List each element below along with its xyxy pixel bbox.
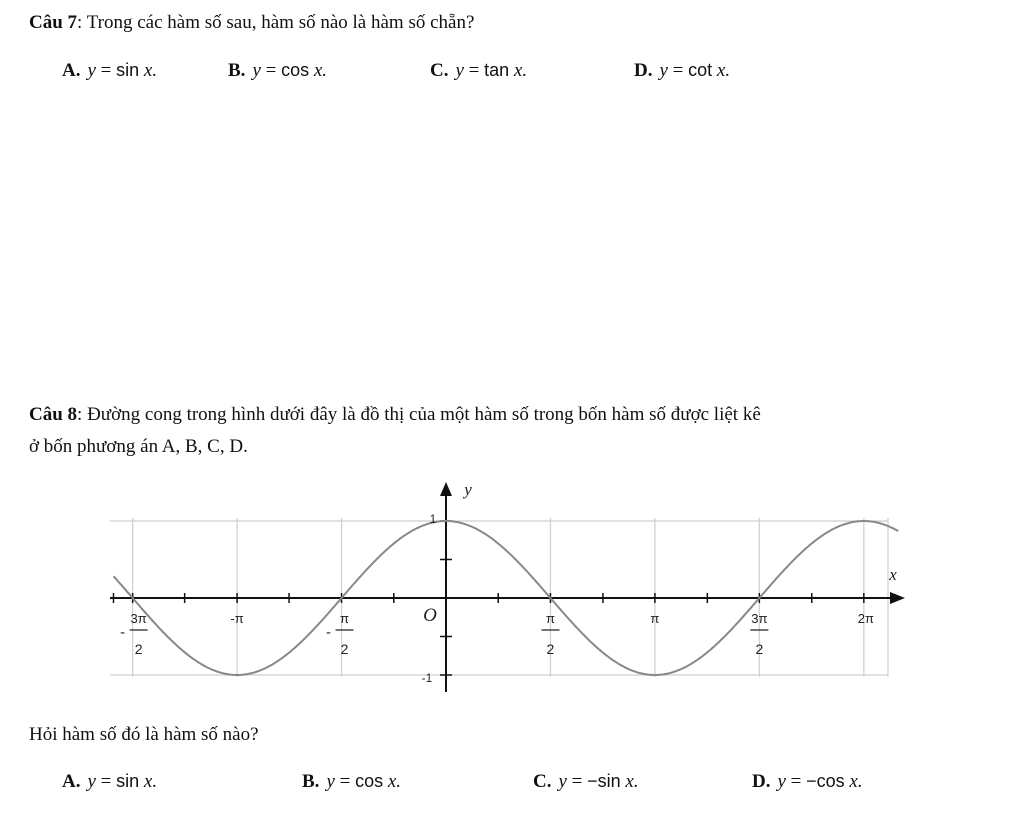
tick-pi: π [650, 611, 660, 626]
question-7-label: Câu 7 [29, 12, 78, 33]
q8-option-c-letter: C. [533, 771, 552, 792]
question-8-ask: Hỏi hàm số đó là hàm số nào? [29, 724, 259, 745]
q8-option-b-letter: B. [302, 771, 320, 792]
tick-neg-3pi-2-num: 3π [130, 611, 147, 626]
tick-neg-pi-2-sign: - [326, 624, 332, 641]
label-y-min: -1 [421, 671, 433, 685]
q8-option-d[interactable]: D. y = −cos x. [752, 771, 863, 792]
q7-option-d-fn: cot [688, 60, 713, 80]
q8-option-a-var: x. [143, 771, 158, 792]
q7-option-c-var: x. [513, 60, 528, 81]
tick-pi-2-den: 2 [546, 641, 555, 657]
question-7-text: : Trong các hàm số sau, hàm số nào là hàm số chẵn? [77, 12, 475, 33]
label-origin: O [423, 605, 437, 626]
tick-3pi-2-den: 2 [755, 641, 764, 657]
q7-option-c-letter: C. [430, 60, 449, 81]
q7-option-c[interactable]: C. y = tan x. [430, 60, 528, 81]
q7-option-a-var: x. [143, 60, 158, 81]
q8-option-a-letter: A. [62, 771, 81, 792]
q8-option-c-fn: −sin [587, 771, 621, 791]
q8-option-d-fn: −cos [806, 771, 845, 791]
question-8-text-line1: : Đường cong trong hình dưới đây là đồ thị của một hàm số trong bốn hàm số được liệt kê [77, 404, 761, 425]
tick-neg-3pi-2-den: 2 [134, 641, 143, 657]
y-axis-arrow [440, 482, 452, 496]
graph-axes [110, 482, 905, 692]
tick-neg-3pi-2-sign: - [120, 624, 126, 641]
q7-option-b-fn: cos [281, 60, 310, 80]
q8-option-d-var: x. [849, 771, 863, 792]
q7-option-d-var: x. [716, 60, 731, 81]
q8-option-a[interactable]: A. y = sin x. [62, 771, 158, 792]
q7-option-b-var: x. [313, 60, 328, 81]
tick-neg-pi: -π [230, 611, 244, 626]
label-y-axis: y [464, 480, 472, 499]
label-x-axis: x [889, 565, 897, 584]
q8-option-b-fn: cos [355, 771, 384, 791]
q8-option-c[interactable]: C. y = −sin x. [533, 771, 639, 792]
q7-option-b-letter: B. [228, 60, 246, 81]
tick-2pi: 2π [857, 611, 874, 626]
q8-option-b[interactable]: B. y = cos x. [302, 771, 402, 792]
q8-option-b-var: x. [387, 771, 402, 792]
q7-option-a[interactable]: A. y = sin x. [62, 60, 158, 81]
label-y-max: 1 [429, 512, 437, 526]
question-8-label: Câu 8 [29, 404, 78, 425]
tick-neg-pi-2-num: π [340, 611, 350, 626]
tick-pi-2-num: π [545, 611, 555, 626]
q7-option-d[interactable]: D. y = cot x. [634, 60, 731, 81]
tick-3pi-2-num: 3π [751, 611, 768, 626]
tick-neg-pi-2-den: 2 [340, 641, 349, 657]
q7-option-b[interactable]: B. y = cos x. [228, 60, 328, 81]
q8-option-d-letter: D. [752, 771, 771, 792]
q7-option-c-fn: tan [484, 60, 510, 80]
q7-option-a-fn: sin [116, 60, 140, 80]
q7-option-a-letter: A. [62, 60, 81, 81]
x-axis-arrow [890, 592, 905, 604]
q8-option-c-var: x. [625, 771, 639, 792]
q8-option-a-fn: sin [116, 771, 140, 791]
question-8-prompt-line2: ở bốn phương án A, B, C, D. [29, 436, 248, 457]
q7-option-d-letter: D. [634, 60, 653, 81]
